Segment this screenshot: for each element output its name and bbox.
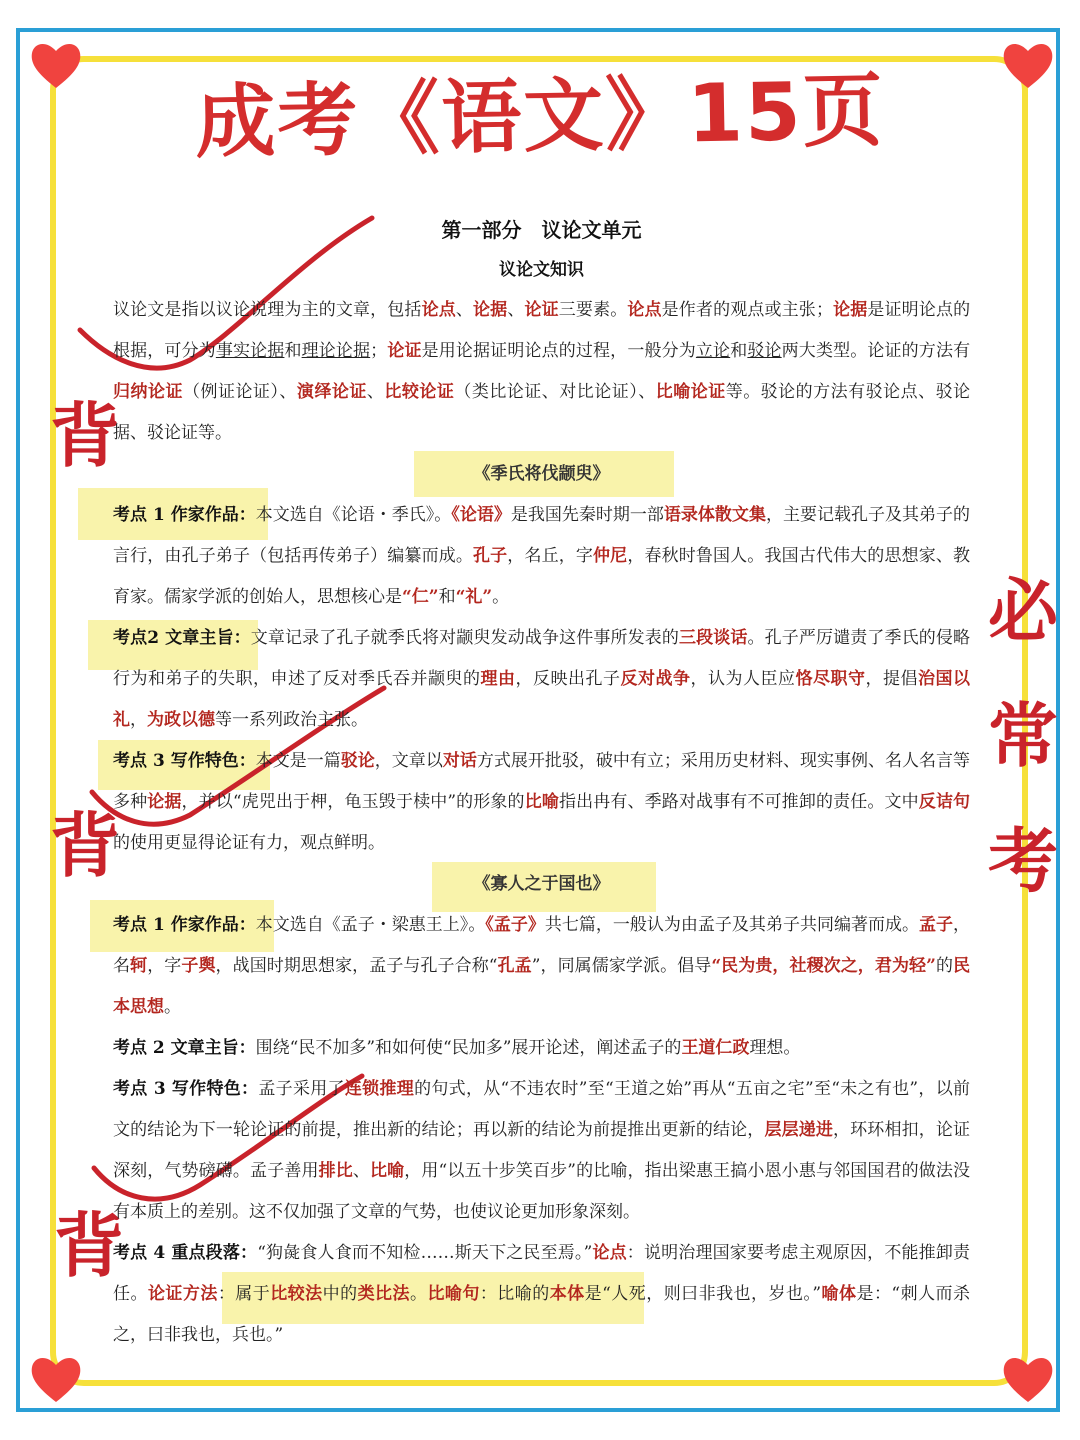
kaodian-1-paragraph: 考点 1 作家作品：本文选自《论语・季氏》。《论语》是我国先秦时期一部语录体散文集，主要记载孔子及其弟子的言行，由孔子弟子（包括再传弟子）编纂而成。孔子，名丘，字仲尼，春秋时鲁国人。我国古代伟大的思想家、教育家。儒家学派的创始人，思想核心是“仁”和“礼”。 <box>113 505 971 607</box>
document-body <box>113 210 970 1356</box>
side-note-right: 必 <box>988 570 1058 652</box>
heart-icon <box>1000 1352 1056 1404</box>
kaodian-2-paragraph: 考点 2 文章主旨：围绕“民不加多”和如何使“民加多”展开论述，阐述孟子的王道仁政理想。 <box>113 1038 801 1058</box>
side-note-left: 背 <box>50 395 120 477</box>
section-subheading: 议论文知识 <box>499 260 584 280</box>
kaodian-4-paragraph: 考点 4 重点段落：“狗彘食人食而不知检……斯天下之民至焉。”论点：说明治理国家要考虑主观原因，不能推卸责任。论证方法：属于比较法中的类比法。比喻句：比喻的本体是“人死，则曰非我也，岁也。”喻体是：“刺人而杀之，曰非我也，兵也。” <box>113 1243 971 1345</box>
section-title-jishi: 《季氏将伐颛臾》 <box>473 464 610 484</box>
side-note-right: 考 <box>988 820 1058 902</box>
kaodian-2-paragraph: 考点2 文章主旨：文章记录了孔子就季氏将对颛臾发动战争这件事所发表的三段谈话。孔子严厉谴责了季氏的侵略行为和弟子的失职，申述了反对季氏吞并颛臾的理由，反映出孔子反对战争，认为人臣应恪尽职守，提倡治国以礼，为政以德等一系列政治主张。 <box>113 628 971 730</box>
kaodian-3-paragraph: 考点 3 写作特色：孟子采用了连锁推理的句式，从“不违农时”至“王道之始”再从“五亩之宅”至“未之有也”，以前文的结论为下一轮论证的前提，推出新的结论；再以新的结论为前提推出更新的结论，层层递进，环环相扣，论证深刻，气势磅礴。孟子善用排比、比喻，用“以五十步笑百步”的比喻，指出梁惠王搞小恩小惠与邻国国君的做法没有本质上的差别。这不仅加强了文章的气势，也使议论更加形象深刻。 <box>113 1079 971 1222</box>
side-note-right: 常 <box>988 695 1058 777</box>
section-heading: 第一部分 议论文单元 <box>441 218 642 242</box>
kaodian-1-paragraph: 考点 1 作家作品：本文选自《孟子・梁惠王上》。《孟子》共七篇，一般认为由孟子及其弟子共同编著而成。孟子，名轲，字子舆，战国时期思想家，孟子与孔子合称“孔孟”，同属儒家学派。倡导“民为贵，社稷次之，君为轻”的民本思想。 <box>113 915 971 1017</box>
kaodian-3-paragraph: 考点 3 写作特色：本文是一篇驳论，文章以对话方式展开批驳，破中有立；采用历史材料、现实事例、名人名言等多种论据，并以“虎兕出于柙，龟玉毁于椟中”的形象的比喻指出冉有、季路对战事有不可推卸的责任。文中反诘句的使用更显得论证有力，观点鲜明。 <box>113 751 971 853</box>
side-note-left: 背 <box>50 805 120 887</box>
intro-paragraph: 议论文是指以议论说理为主的文章，包括论点、论据、论证三要素。论点是作者的观点或主张；论据是证明论点的根据，可分为事实论据和理论论据；论证是用论据证明论点的过程，一般分为立论和驳论两大类型。论证的方法有归纳论证（例证论证）、演绎论证、比较论证（类比论证、对比论证）、比喻论证等。驳论的方法有驳论点、驳论据、驳论证等。 <box>113 300 971 443</box>
page-title: 成考《语文》15页 <box>194 63 886 170</box>
side-note-left: 背 <box>54 1205 124 1287</box>
heart-icon <box>28 1352 84 1404</box>
section-title-guaren: 《寡人之于国也》 <box>473 874 610 894</box>
